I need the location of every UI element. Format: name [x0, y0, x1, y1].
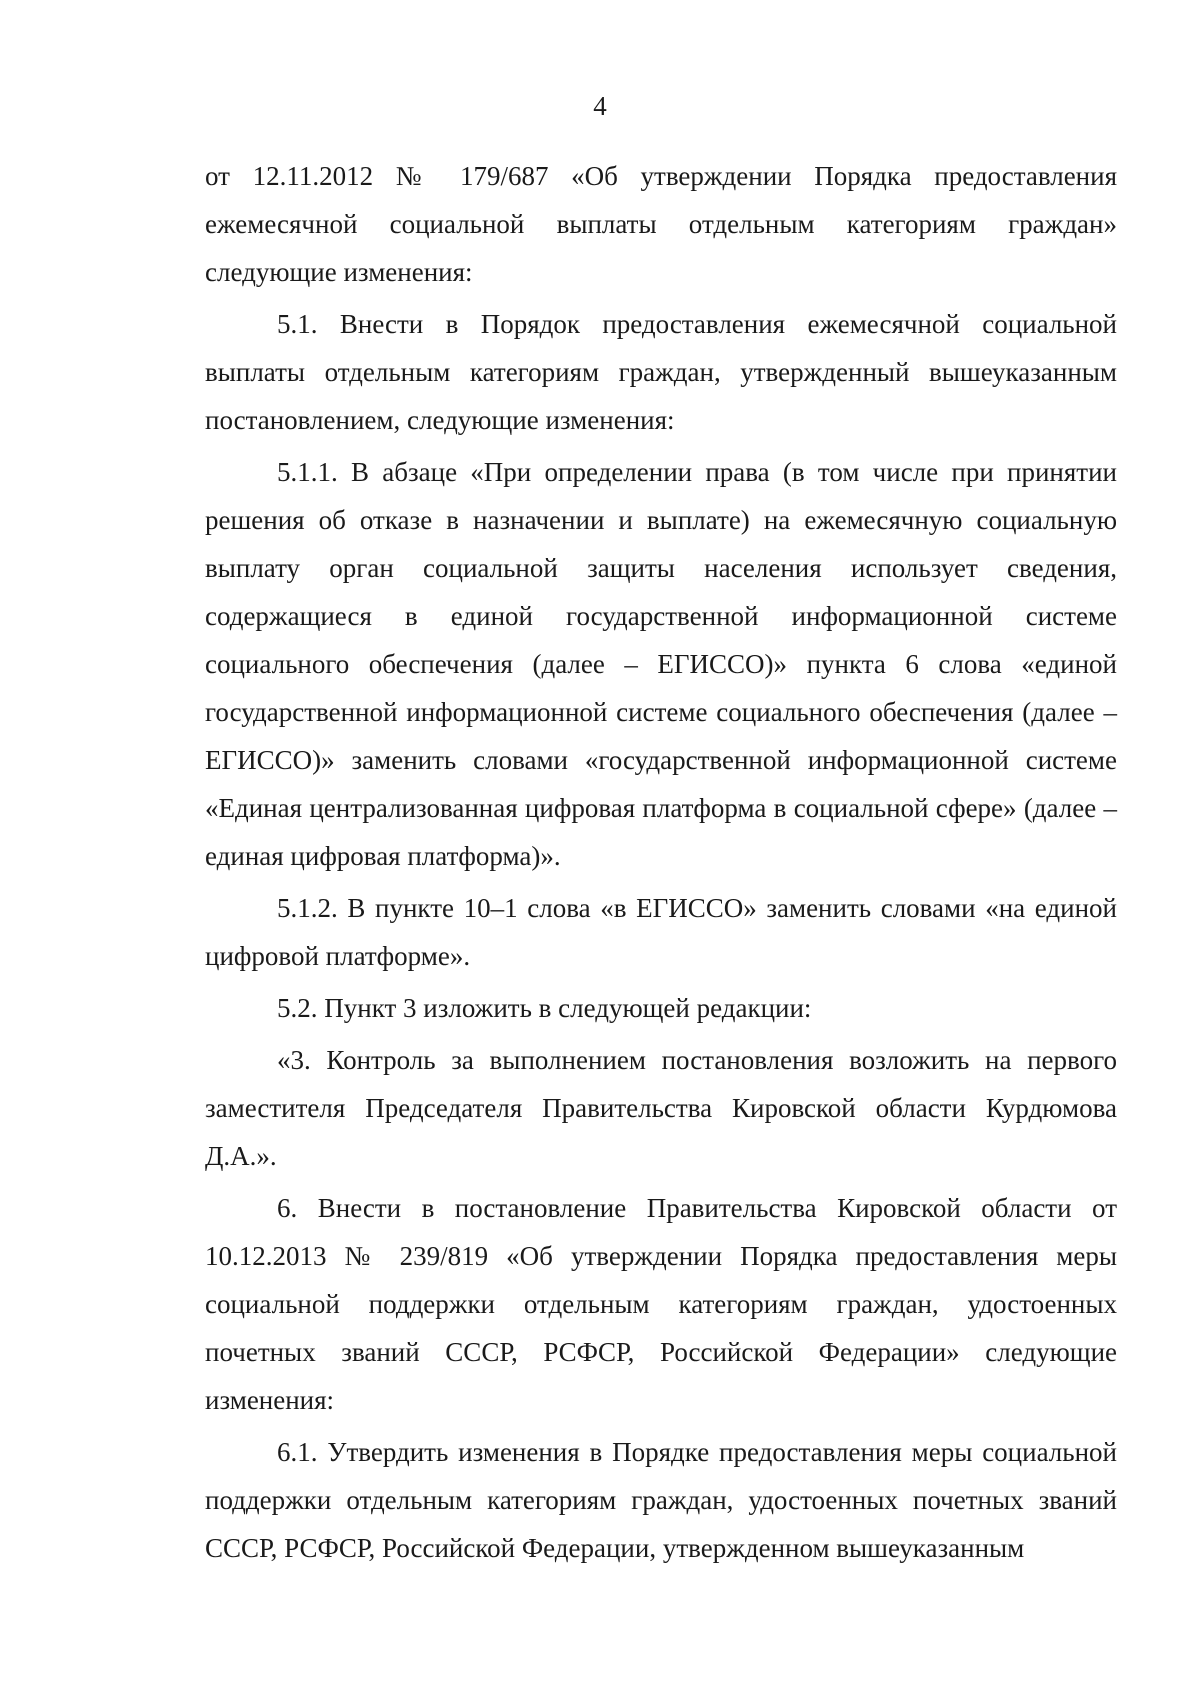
document-body [205, 152, 1117, 1576]
paragraph-5-1-2: 5.1.2. В пункте 10–1 слова «в ЕГИССО» заменить словами «на единой цифровой платформе». [205, 893, 1117, 971]
paragraph-quote-3: «3. Контроль за выполнением постановления возложить на первого заместителя Председателя Правительства Кировской области Курдюмова Д.А.». [205, 1045, 1117, 1171]
paragraph-continuation: от 12.11.2012 № 179/687 «Об утверждении Порядка предоставления ежемесячной социальной выплаты отдельным категориям граждан» следующие изменения: [205, 161, 1117, 287]
paragraph-5-1: 5.1. Внести в Порядок предоставления ежемесячной социальной выплаты отдельным категориям граждан, утвержденный вышеуказанным постановлением, следующие изменения: [205, 309, 1117, 435]
paragraph-5-2: 5.2. Пункт 3 изложить в следующей редакции: [277, 993, 812, 1023]
paragraph-6: 6. Внести в постановление Правительства Кировской области от 10.12.2013 № 239/819 «Об утверждении Порядка предоставления меры социальной поддержки отдельным категориям граждан, удостоенных почетных званий СССР, РСФСР, Российской Федерации» следующие изменения: [205, 1193, 1117, 1415]
paragraph-5-1-1: 5.1.1. В абзаце «При определении права (в том числе при принятии решения об отказе в назначении и выплате) на ежемесячную социальную выплату орган социальной защиты населения использует сведения, содержащиеся в единой государственной информационной системе социального обеспечения (далее – ЕГИССО)» пункта 6 слова «единой государственной информационной системе социального обеспечения (далее – ЕГИССО)» заменить словами «государственной информационной системе «Единая централизованная цифровая платформа в социальной сфере» (далее – единая цифровая платформа)». [205, 457, 1117, 871]
paragraph-6-1: 6.1. Утвердить изменения в Порядке предоставления меры социальной поддержки отдельным категориям граждан, удостоенных почетных званий СССР, РСФСР, Российской Федерации, утвержденном вышеуказанным [205, 1437, 1117, 1563]
page-number: 4 [593, 91, 607, 121]
